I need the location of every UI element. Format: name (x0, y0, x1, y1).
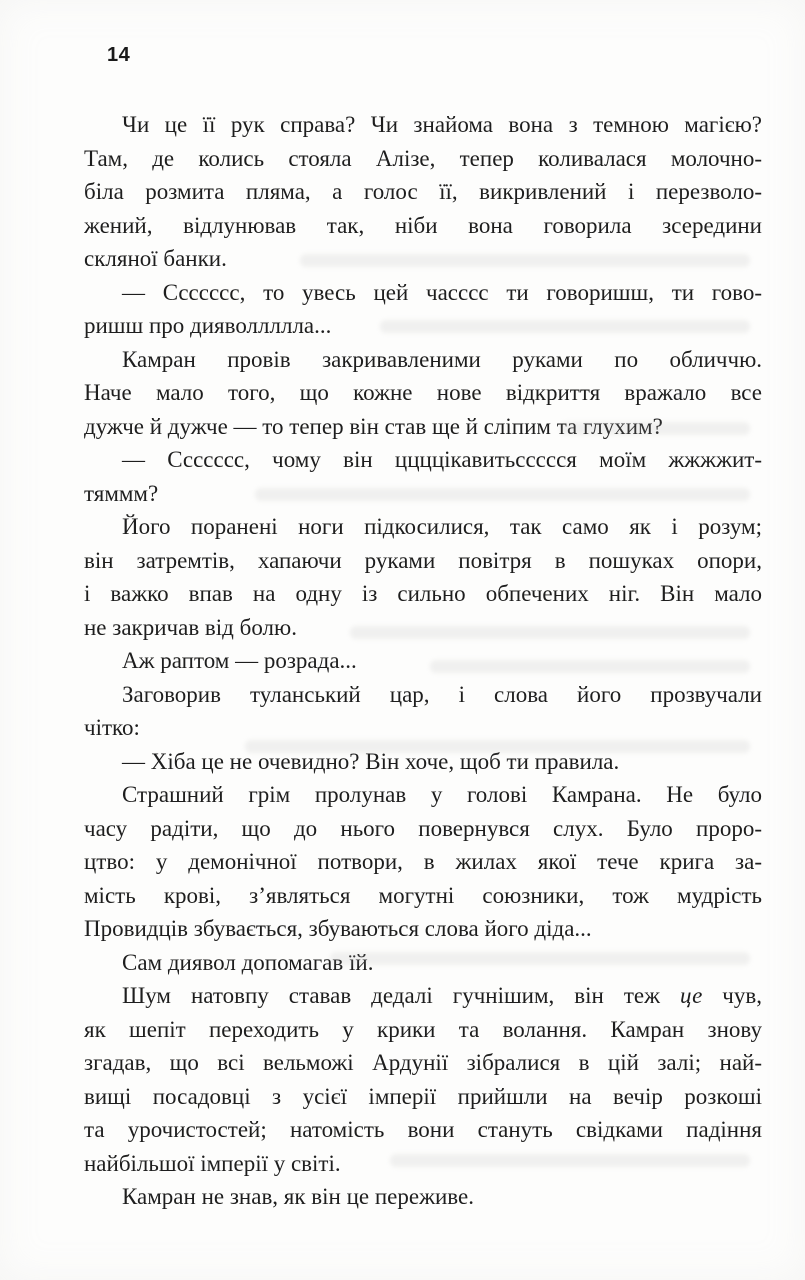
text-line: та урочистостей; натомість вони стануть свідками падіння (84, 1117, 762, 1142)
text-line: — Хіба це не очевидно? Він хоче, щоб ти правила. (122, 748, 620, 774)
text-line: часу радіти, що до нього повернувся слух. Було проро- (84, 815, 762, 841)
text-line: скляної банки. (84, 246, 227, 271)
text-line: — Ссссссс, чому він ццццікавитьссссся моїм жжжжит- (122, 447, 762, 472)
text-line: Камран провів закривавленими руками по обличчю. (122, 346, 762, 372)
text-line: Шум натовпу ставав дедалі гучнішим, він теж це чув, (122, 983, 762, 1008)
text-line: мість крові, з’являться могутні союзники, тож мудрість (84, 882, 762, 908)
text-line: чітко: (84, 715, 140, 740)
text-line: найбільшої імперії у світі. (84, 1150, 341, 1176)
text-line: Камран не знав, як він це переживе. (122, 1184, 474, 1209)
text-line: вищі посадовці з усієї імперії прийшли на вечір розкоші (84, 1083, 762, 1109)
text-line: тяммм? (84, 480, 159, 506)
text-block (84, 108, 762, 1214)
text-line: як шепіт переходить у крики та волання. Камран знову (84, 1016, 762, 1042)
text-line: Провидців збувається, збуваються слова його діда... (84, 916, 592, 941)
text-line: Аж раптом — розрада... (122, 648, 357, 673)
text-line: згадав, що всі вельможі Ардунії зібралися в цій залі; най- (84, 1050, 762, 1075)
text-line: — Ссссссс, то увесь цей часссс ти говоришш, ти гово- (122, 279, 762, 305)
text-line: Страшний грім пролунав у голові Камрана. Не було (122, 782, 762, 807)
text-line: цтво: у демонічної потвори, в жилах якої тече крига за- (84, 849, 762, 874)
text-line: Наче мало того, що кожне нове відкриття вражало все (84, 380, 762, 405)
page-number: 14 (107, 44, 131, 66)
text-line: він затремтів, хапаючи руками повітря в пошуках опори, (84, 547, 762, 573)
text-line: ришш про дияволлллла... (84, 313, 332, 338)
text-line: і важко впав на одну із сильно обпечених ніг. Він мало (84, 581, 762, 606)
text-line: дужче й дужче — то тепер він став ще й сліпим та глухим? (84, 413, 663, 439)
text-line: Чи це її рук справа? Чи знайома вона з темною магією? (122, 112, 762, 137)
text-line: Там, де колись стояла Алізе, тепер коливалася молочно- (84, 145, 762, 171)
text-line: Заговорив туланський цар, і слова його прозвучали (122, 681, 762, 707)
text-line: Його поранені ноги підкосилися, так само як і розум; (122, 514, 762, 539)
text-line: жений, відлунював так, ніби вона говорила зсередини (84, 212, 762, 238)
text-line: біла розмита пляма, а голос її, викривлений і перезволо- (84, 179, 762, 204)
text-line: Сам диявол допомагав їй. (122, 949, 374, 975)
text-line: не закричав від болю. (84, 614, 297, 640)
